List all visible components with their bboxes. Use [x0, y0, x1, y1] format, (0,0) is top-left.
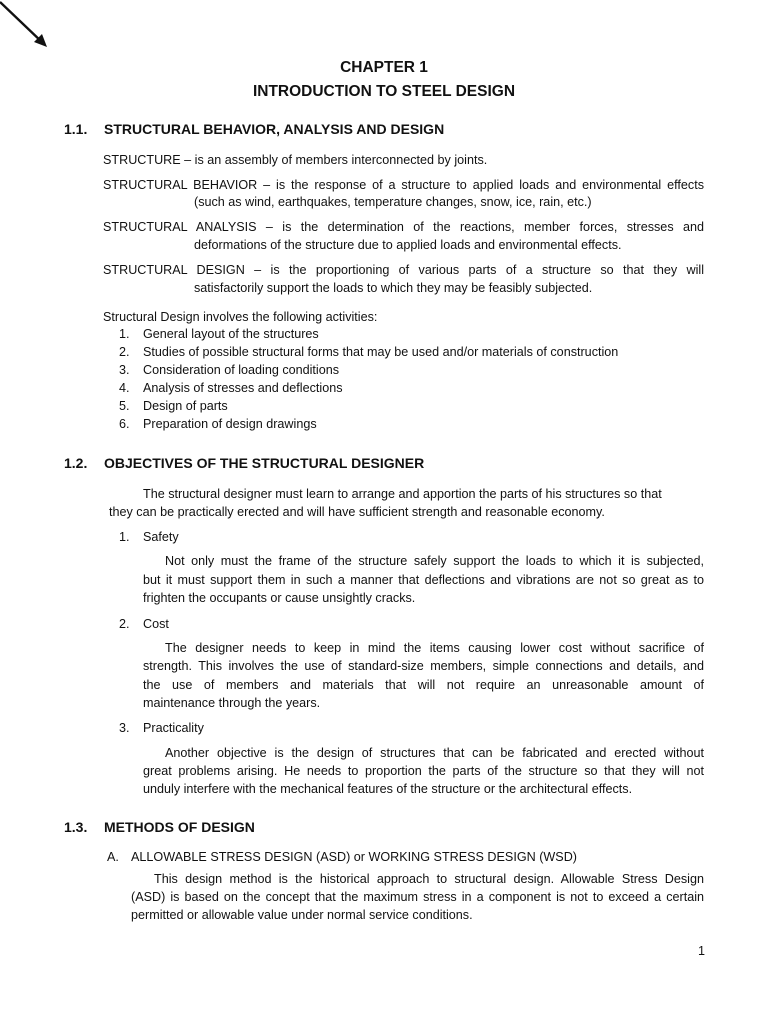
paragraph-line: strength. This involves the use of standard-size members, simple connections and details, and — [143, 659, 704, 673]
objective-heading: 1. Safety — [119, 530, 179, 544]
definition-design-cont: satisfactorily support the loads to which they may be feasibly subjected. — [194, 281, 593, 295]
definition-analysis: STRUCTURAL ANALYSIS – is the determination of the reactions, member forces, stresses and — [103, 220, 704, 234]
activities-intro: Structural Design involves the following activities: — [103, 310, 378, 324]
paragraph-line: Another objective is the design of structures that can be fabricated and erected without — [165, 746, 704, 760]
paragraph-line: great problems arising. He needs to proportion the parts of the structure so that they will not — [143, 764, 704, 778]
objective-heading: 2. Cost — [119, 617, 169, 631]
definition-design: STRUCTURAL DESIGN – is the proportioning of various parts of a structure so that they will — [103, 263, 704, 277]
section-title: METHODS OF DESIGN — [104, 819, 255, 835]
paragraph-line: The designer needs to keep in mind the items causing lower cost without sacrifice of — [165, 641, 704, 655]
paragraph-line: the use of members and materials that will not require an unreasonable amount of — [143, 678, 704, 692]
objective-heading: 3. Practicality — [119, 721, 204, 735]
section-number: 1.1. — [64, 121, 88, 137]
paragraph-line: The structural designer must learn to arrange and apportion the parts of his structures so that — [143, 487, 662, 501]
method-heading: A. ALLOWABLE STRESS DESIGN (ASD) or WORKING STRESS DESIGN (WSD) — [107, 850, 577, 864]
definition-behavior-cont: (such as wind, earthquakes, temperature changes, snow, ice, rain, etc.) — [194, 195, 592, 209]
list-item: 3. Consideration of loading conditions — [119, 363, 340, 377]
paragraph-line: (ASD) is based on the concept that the maximum stress in a component is not to exceed a certain — [131, 890, 704, 904]
list-item: 1. General layout of the structures — [119, 327, 319, 341]
paragraph-line: Not only must the frame of the structure safely support the loads to which it is subjected, — [165, 554, 704, 568]
list-item: 2. Studies of possible structural forms that may be used and/or materials of construction — [119, 345, 619, 359]
paragraph-line: permitted or allowable value under normal service conditions. — [131, 908, 473, 922]
arrow-icon — [0, 0, 60, 60]
page-number: 1 — [698, 944, 706, 958]
chapter-title: INTRODUCTION TO STEEL DESIGN — [252, 83, 516, 100]
section-heading-1-2 — [64, 455, 424, 471]
paragraph-line: they can be practically erected and will have sufficient strength and reasonable economy. — [109, 505, 605, 519]
section-number: 1.2. — [64, 455, 88, 471]
list-item: 4. Analysis of stresses and deflections — [119, 381, 343, 395]
definition-structure: STRUCTURE – is an assembly of members interconnected by joints. — [103, 153, 488, 167]
paragraph-line: This design method is the historical approach to structural design. Allowable Stress Design — [154, 872, 704, 886]
definition-analysis-cont: deformations of the structure due to applied loads and environmental effects. — [194, 238, 622, 252]
paragraph-line: frighten the occupants or cause unsightly cracks. — [143, 591, 416, 605]
paragraph-line: unduly interfere with the mechanical features of the structure or the architectural effects. — [143, 782, 633, 796]
list-item: 6. Preparation of design drawings — [119, 417, 317, 431]
section-number: 1.3. — [64, 819, 88, 835]
section-title: OBJECTIVES OF THE STRUCTURAL DESIGNER — [104, 455, 425, 471]
chapter-number: CHAPTER 1 — [340, 59, 428, 76]
paragraph-line: maintenance through the years. — [143, 696, 321, 710]
list-item: 5. Design of parts — [119, 399, 228, 413]
section-heading-1-3 — [64, 819, 255, 835]
paragraph-line: but it must support them in such a manner that deflections and vibrations are not so great as to — [143, 573, 704, 587]
section-title: STRUCTURAL BEHAVIOR, ANALYSIS AND DESIGN — [104, 121, 445, 137]
section-heading-1-1 — [64, 121, 444, 137]
definition-behavior: STRUCTURAL BEHAVIOR – is the response of a structure to applied loads and environmental effects — [103, 178, 704, 192]
